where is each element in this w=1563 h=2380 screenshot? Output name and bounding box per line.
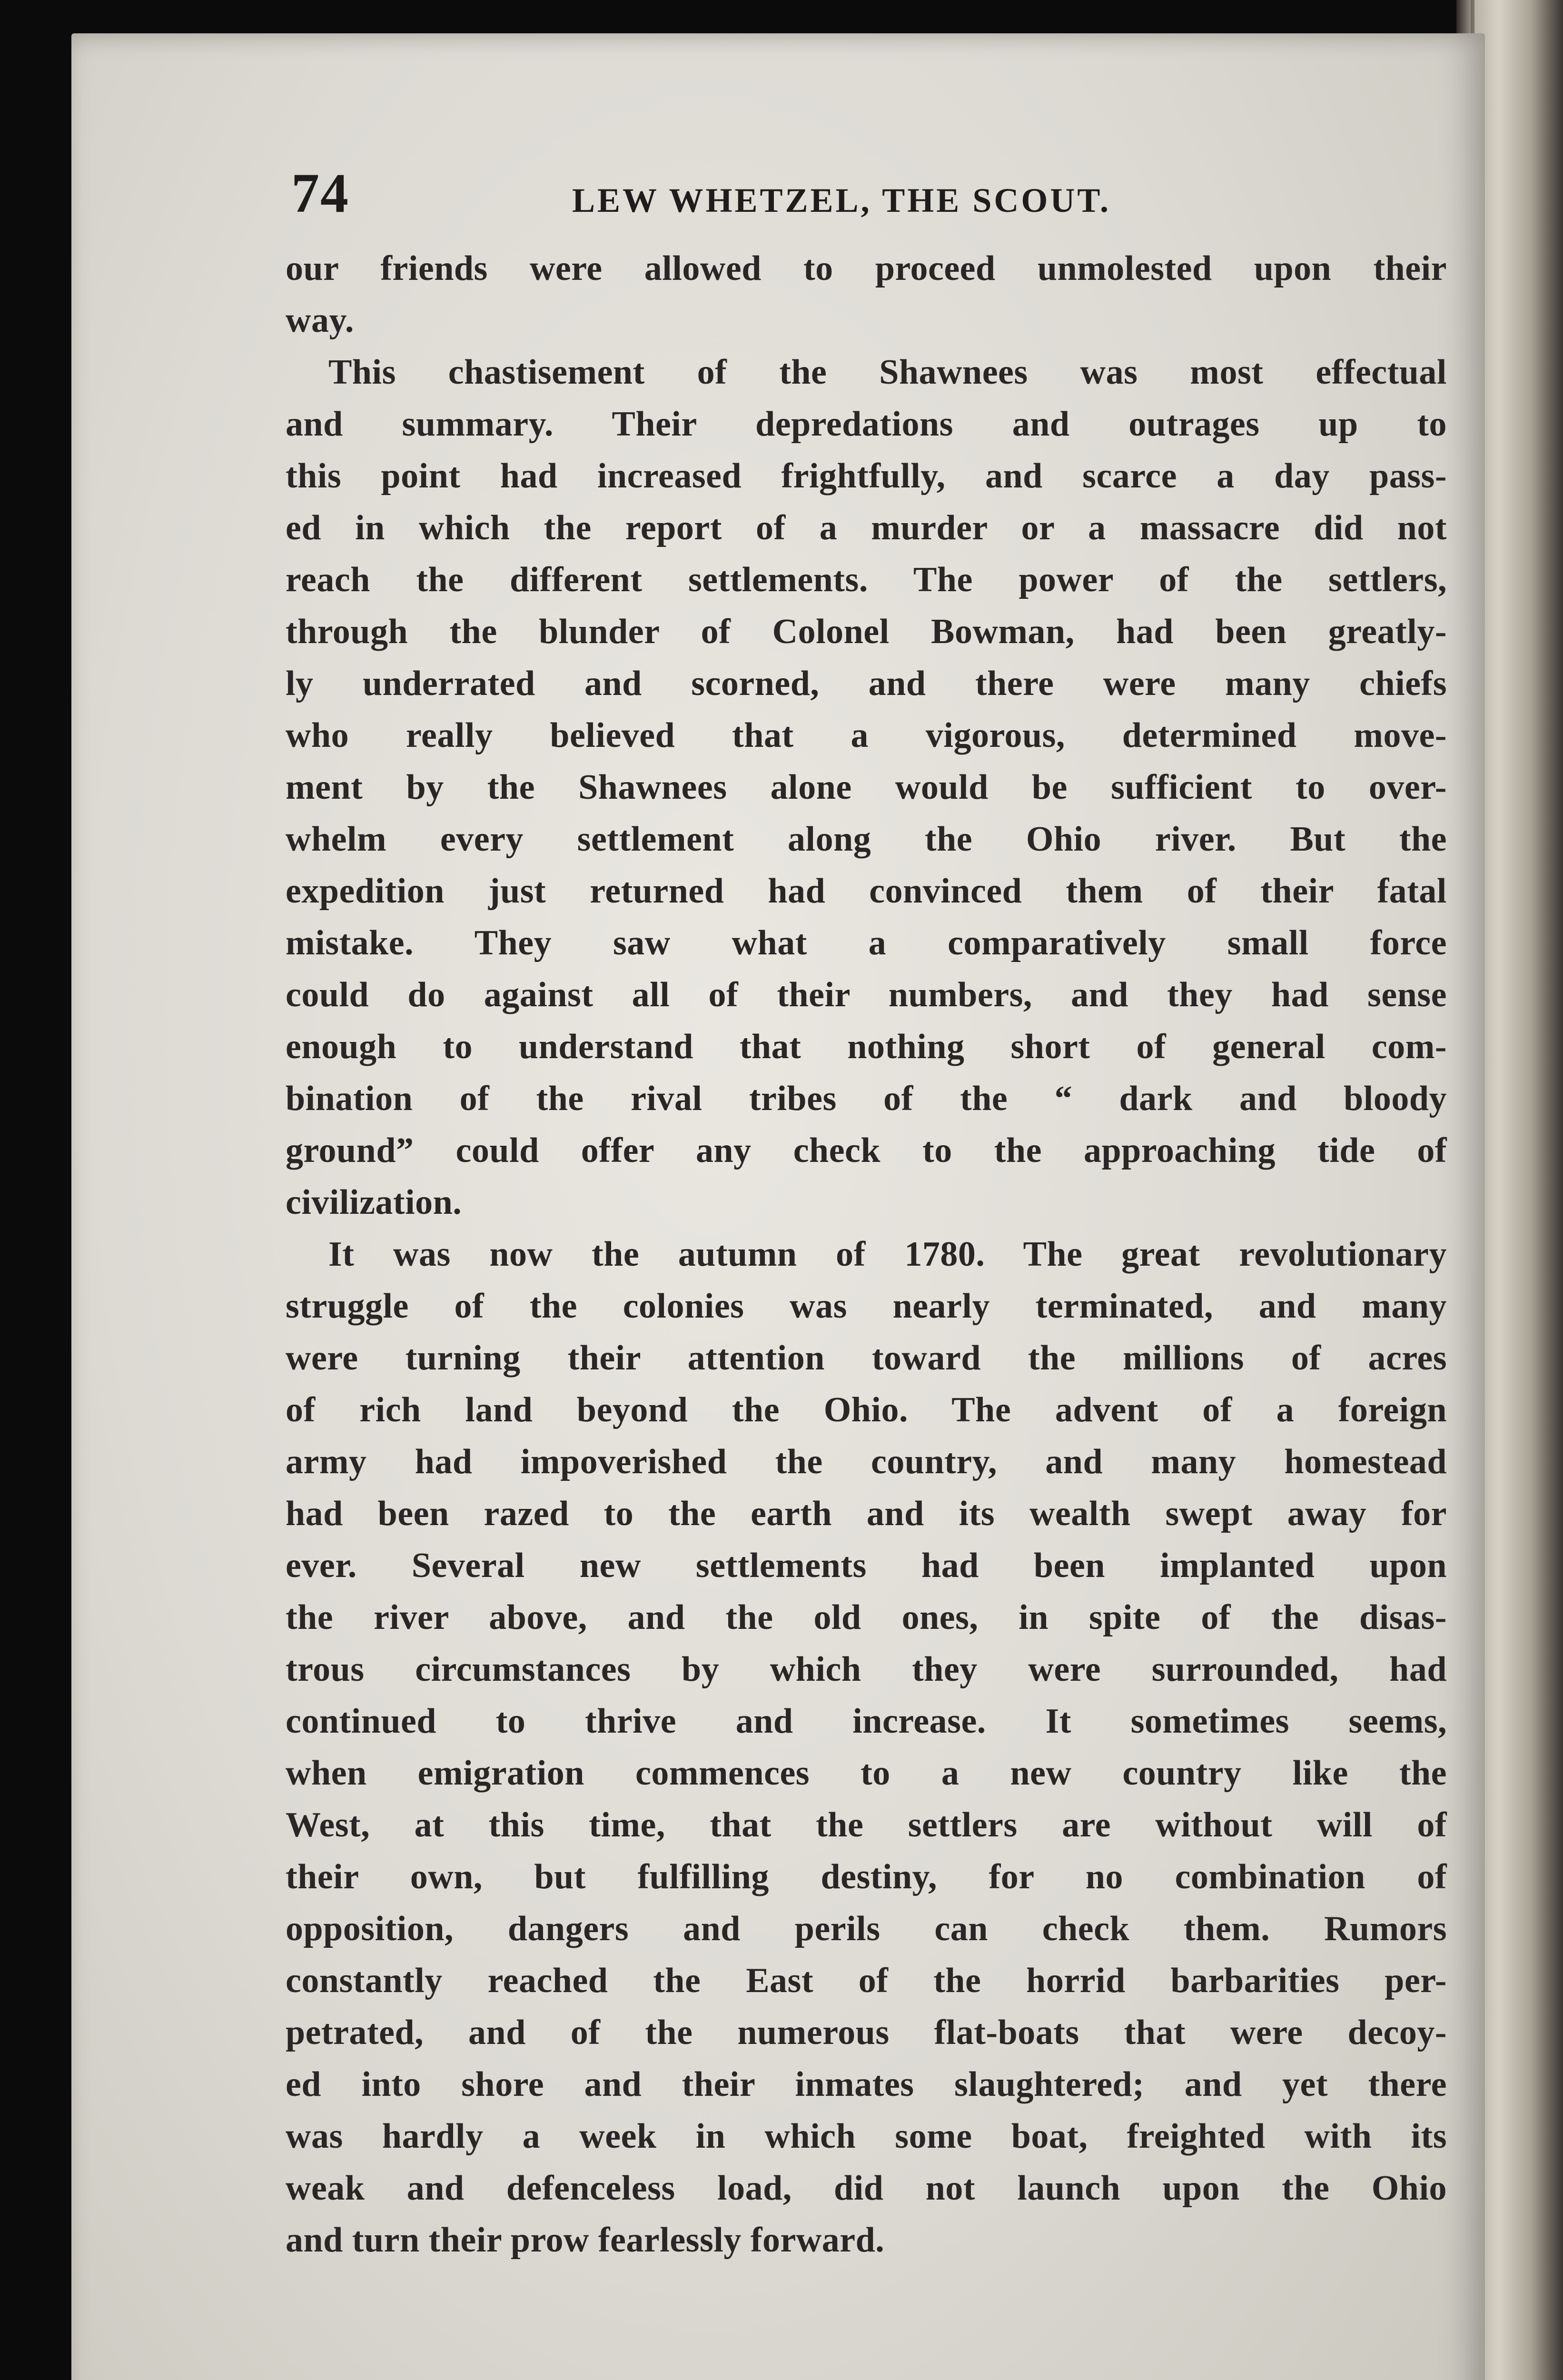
text-line: could do against all of their numbers, and they had sense (286, 975, 1447, 1014)
text-line: enough to understand that nothing short of general com- (286, 1027, 1447, 1066)
text-line: weak and defenceless load, did not launch upon the Ohio (286, 2169, 1447, 2208)
text-line: bination of the rival tribes of the “ dark and bloody (286, 1079, 1447, 1118)
text-line: their own, but fulfilling destiny, for no combination of (286, 1857, 1447, 1896)
text-line: ment by the Shawnees alone would be sufficient to over- (286, 768, 1447, 807)
text-line: mistake. They saw what a comparatively small force (286, 923, 1447, 962)
text-line: of rich land beyond the Ohio. The advent of a foreign (286, 1390, 1447, 1429)
text-line: West, at this time, that the settlers are without will of (286, 1805, 1447, 1844)
text-line: ly underrated and scorned, and there were many chiefs (286, 664, 1447, 703)
text-line: this point had increased frightfully, and scarce a day pass- (286, 456, 1447, 496)
body-text (286, 243, 1447, 2266)
text-line: It was now the autumn of 1780. The great revolutionary (328, 1235, 1447, 1274)
text-line: whelm every settlement along the Ohio river. But the (286, 820, 1447, 859)
text-line: continued to thrive and increase. It sometimes seems, (286, 1702, 1447, 1741)
text-line: way. (286, 301, 354, 340)
text-line: were turning their attention toward the millions of acres (286, 1339, 1447, 1378)
text-line: This chastisement of the Shawnees was most effectual (328, 353, 1447, 392)
text-line: reach the different settlements. The power of the settlers, (286, 560, 1447, 599)
text-line: and turn their prow fearlessly forward. (286, 2221, 885, 2260)
text-line: had been razed to the earth and its wealth swept away for (286, 1494, 1447, 1533)
text-line: ever. Several new settlements had been implanted upon (286, 1546, 1447, 1585)
text-line: trous circumstances by which they were surrounded, had (286, 1650, 1447, 1689)
text-line: when emigration commences to a new country like the (286, 1754, 1447, 1793)
text-line: through the blunder of Colonel Bowman, had been greatly- (286, 612, 1447, 651)
text-line: who really believed that a vigorous, determined move- (286, 716, 1447, 755)
text-line: army had impoverished the country, and many homestead (286, 1442, 1447, 1481)
running-head: LEW WHETZEL, THE SCOUT. (572, 181, 1111, 219)
text-line: ed into shore and their inmates slaughtered; and yet there (286, 2065, 1447, 2104)
text-line: ground” could offer any check to the approaching tide of (286, 1131, 1447, 1170)
text-line: our friends were allowed to proceed unmolested upon their (286, 249, 1447, 288)
text-line: petrated, and of the numerous flat-boats that were decoy- (286, 2013, 1447, 2052)
text-line: civilization. (286, 1183, 462, 1222)
text-line: ed in which the report of a murder or a massacre did not (286, 508, 1447, 547)
text-line: struggle of the colonies was nearly terminated, and many (286, 1287, 1447, 1326)
text-line: and summary. Their depredations and outrages up to (286, 405, 1447, 444)
text-line: opposition, dangers and perils can check them. Rumors (286, 1909, 1447, 1948)
text-line: expedition just returned had convinced them of their fatal (286, 872, 1447, 911)
text-line: constantly reached the East of the horrid barbarities per- (286, 1961, 1447, 2000)
page-header (291, 161, 1291, 232)
page-number: 74 (291, 162, 349, 224)
text-line: the river above, and the old ones, in spite of the disas- (286, 1598, 1447, 1637)
text-line: was hardly a week in which some boat, freighted with its (286, 2117, 1447, 2156)
